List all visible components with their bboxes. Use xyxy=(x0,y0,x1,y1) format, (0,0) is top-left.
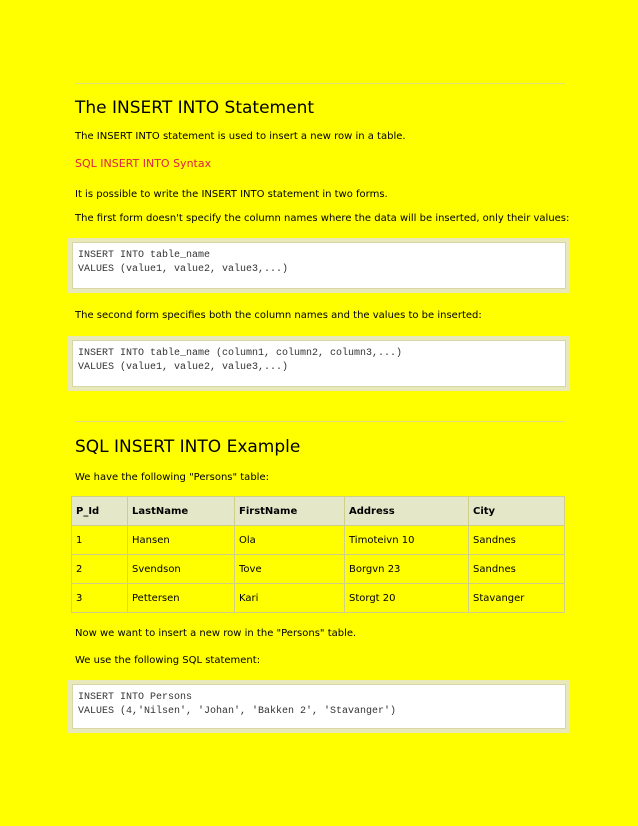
col-header-firstname: FirstName xyxy=(235,497,345,526)
col-header-lastname: LastName xyxy=(128,497,235,526)
cell-lastname: Hansen xyxy=(128,526,235,555)
insert-row-text: Now we want to insert a new row in the "Persons" table. xyxy=(75,628,357,639)
second-form-text: The second form specifies both the column names and the values to be inserted: xyxy=(75,310,482,321)
code-block-second-form xyxy=(68,336,570,391)
forms-text: It is possible to write the INSERT INTO statement in two forms. xyxy=(75,189,388,200)
syntax-heading: SQL INSERT INTO Syntax xyxy=(75,157,212,170)
cell-lastname: Pettersen xyxy=(128,584,235,613)
table-header-row xyxy=(72,497,565,526)
cell-city: Sandnes xyxy=(469,555,565,584)
persons-table xyxy=(71,496,565,613)
intro-text: The INSERT INTO statement is used to insert a new row in a table. xyxy=(75,131,406,142)
code-second-form[interactable]: INSERT INTO table_name (column1, column2, column3,...) VALUES (value1, value2, value3,...) xyxy=(72,340,566,387)
cell-pid: 2 xyxy=(72,555,128,584)
cell-city: Sandnes xyxy=(469,526,565,555)
top-divider xyxy=(75,83,565,84)
code-insert-persons[interactable]: INSERT INTO Persons VALUES (4,'Nilsen', 'Johan', 'Bakken 2', 'Stavanger') xyxy=(72,684,566,729)
section-heading-insert-statement: The INSERT INTO Statement xyxy=(75,98,315,118)
col-header-address: Address xyxy=(345,497,469,526)
col-header-pid: P_Id xyxy=(72,497,128,526)
use-statement-text: We use the following SQL statement: xyxy=(75,655,261,666)
cell-address: Borgvn 23 xyxy=(345,555,469,584)
table-row xyxy=(72,584,565,613)
table-intro-text: We have the following "Persons" table: xyxy=(75,472,269,483)
col-header-city: City xyxy=(469,497,565,526)
cell-address: Storgt 20 xyxy=(345,584,469,613)
cell-pid: 3 xyxy=(72,584,128,613)
table-row xyxy=(72,526,565,555)
code-block-insert-persons xyxy=(68,680,570,733)
cell-firstname: Tove xyxy=(235,555,345,584)
cell-lastname: Svendson xyxy=(128,555,235,584)
cell-city: Stavanger xyxy=(469,584,565,613)
cell-firstname: Kari xyxy=(235,584,345,613)
first-form-text: The first form doesn't specify the column names where the data will be inserted, only their values: xyxy=(75,213,570,224)
middle-divider xyxy=(75,421,565,422)
table-row xyxy=(72,555,565,584)
section-heading-example: SQL INSERT INTO Example xyxy=(75,437,301,457)
cell-firstname: Ola xyxy=(235,526,345,555)
cell-pid: 1 xyxy=(72,526,128,555)
code-first-form[interactable]: INSERT INTO table_name VALUES (value1, value2, value3,...) xyxy=(72,242,566,289)
code-block-first-form xyxy=(68,238,570,293)
cell-address: Timoteivn 10 xyxy=(345,526,469,555)
